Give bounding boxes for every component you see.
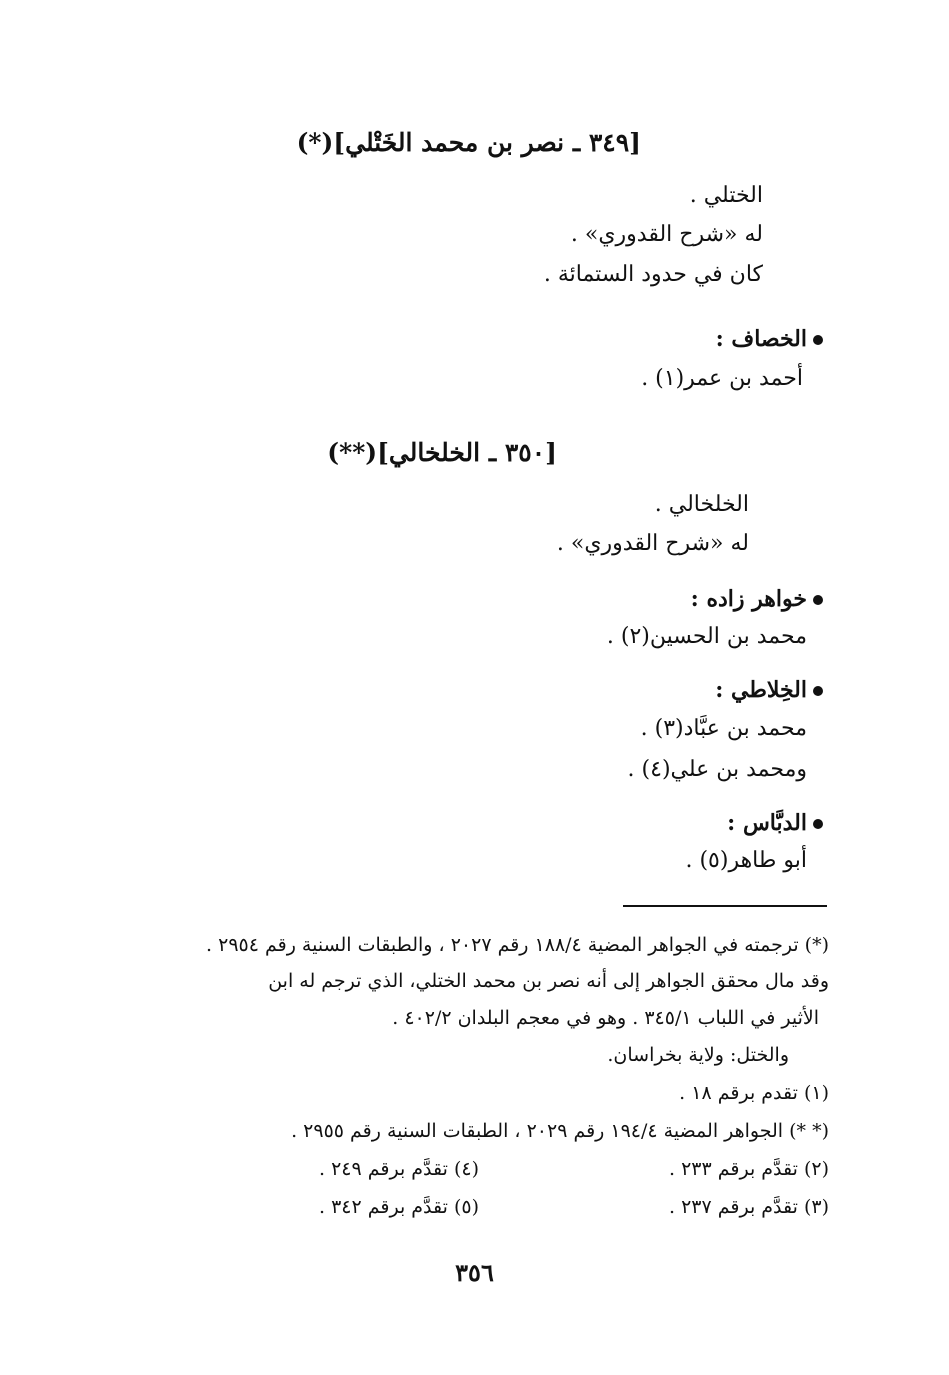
nisba-khwaharzadeh-label: خواهر زاده : [691,586,823,612]
footnote-2: (٢) تقدَّم برقم ٢٣٣ . [668,1158,829,1180]
entry-349-line-2: له «شرح القدوري» . [570,222,763,247]
nisba-khassaf-label: الخصاف : [716,326,823,352]
nisba-khilati-label: الخِلاطي : [715,677,823,703]
footnote-5: (٥) تقدَّم برقم ٣٤٢ . [318,1196,479,1218]
footnote-star-1-line-4: والختل: ولاية بخراسان. [607,1044,789,1066]
nisba-khwaharzadeh-ref: محمد بن الحسين(٢) . [606,624,807,649]
entry-349-heading: [٣٤٩ ـ نصر بن محمد الخَتْلي](*) [296,128,641,157]
footnote-star-1-line-2: وقد مال محقق الجواهر إلى أنه نصر بن محمد الختلي، الذي ترجم له ابن [268,970,829,992]
nisba-khilati-ref-1: محمد بن عبَّاد(٣) . [640,716,807,741]
footnote-1: (١) تقدم برقم ١٨ . [679,1082,829,1104]
footnote-3: (٣) تقدَّم برقم ٢٣٧ . [668,1196,829,1218]
entry-349-line-3: كان في حدود الستمائة . [543,262,763,287]
entry-350-line-2: له «شرح القدوري» . [556,531,749,556]
entry-349-line-1: الختلي . [689,183,763,208]
footnote-star-1-line-1: (*) ترجمته في الجواهر المضية ١٨٨/٤ رقم ٢٠٢٧ ، والطبقات السنية رقم ٢٩٥٤ . [206,934,829,956]
footnote-4: (٤) تقدَّم برقم ٢٤٩ . [318,1158,479,1180]
page-number: ٣٥٦ [455,1258,494,1287]
footnote-star-1-line-3: الأثير في اللباب ٣٤٥/١ . وهو في معجم البلدان ٤٠٢/٢ . [392,1007,819,1029]
nisba-dabbas-ref: أبو طاهر(٥) . [685,848,807,873]
footnote-star-2: (* *) الجواهر المضية ١٩٤/٤ رقم ٢٠٢٩ ، الطبقات السنية رقم ٢٩٥٥ . [291,1120,829,1142]
nisba-khassaf-ref: أحمد بن عمر(١) . [641,366,803,391]
footnote-separator [623,905,827,907]
nisba-dabbas-label: الدبَّاس : [727,810,823,836]
entry-350-line-1: الخلخالي . [654,492,749,517]
entry-350-heading: [٣٥٠ ـ الخلخالي](**) [327,438,557,467]
nisba-khilati-ref-2: ومحمد بن علي(٤) . [627,757,807,782]
